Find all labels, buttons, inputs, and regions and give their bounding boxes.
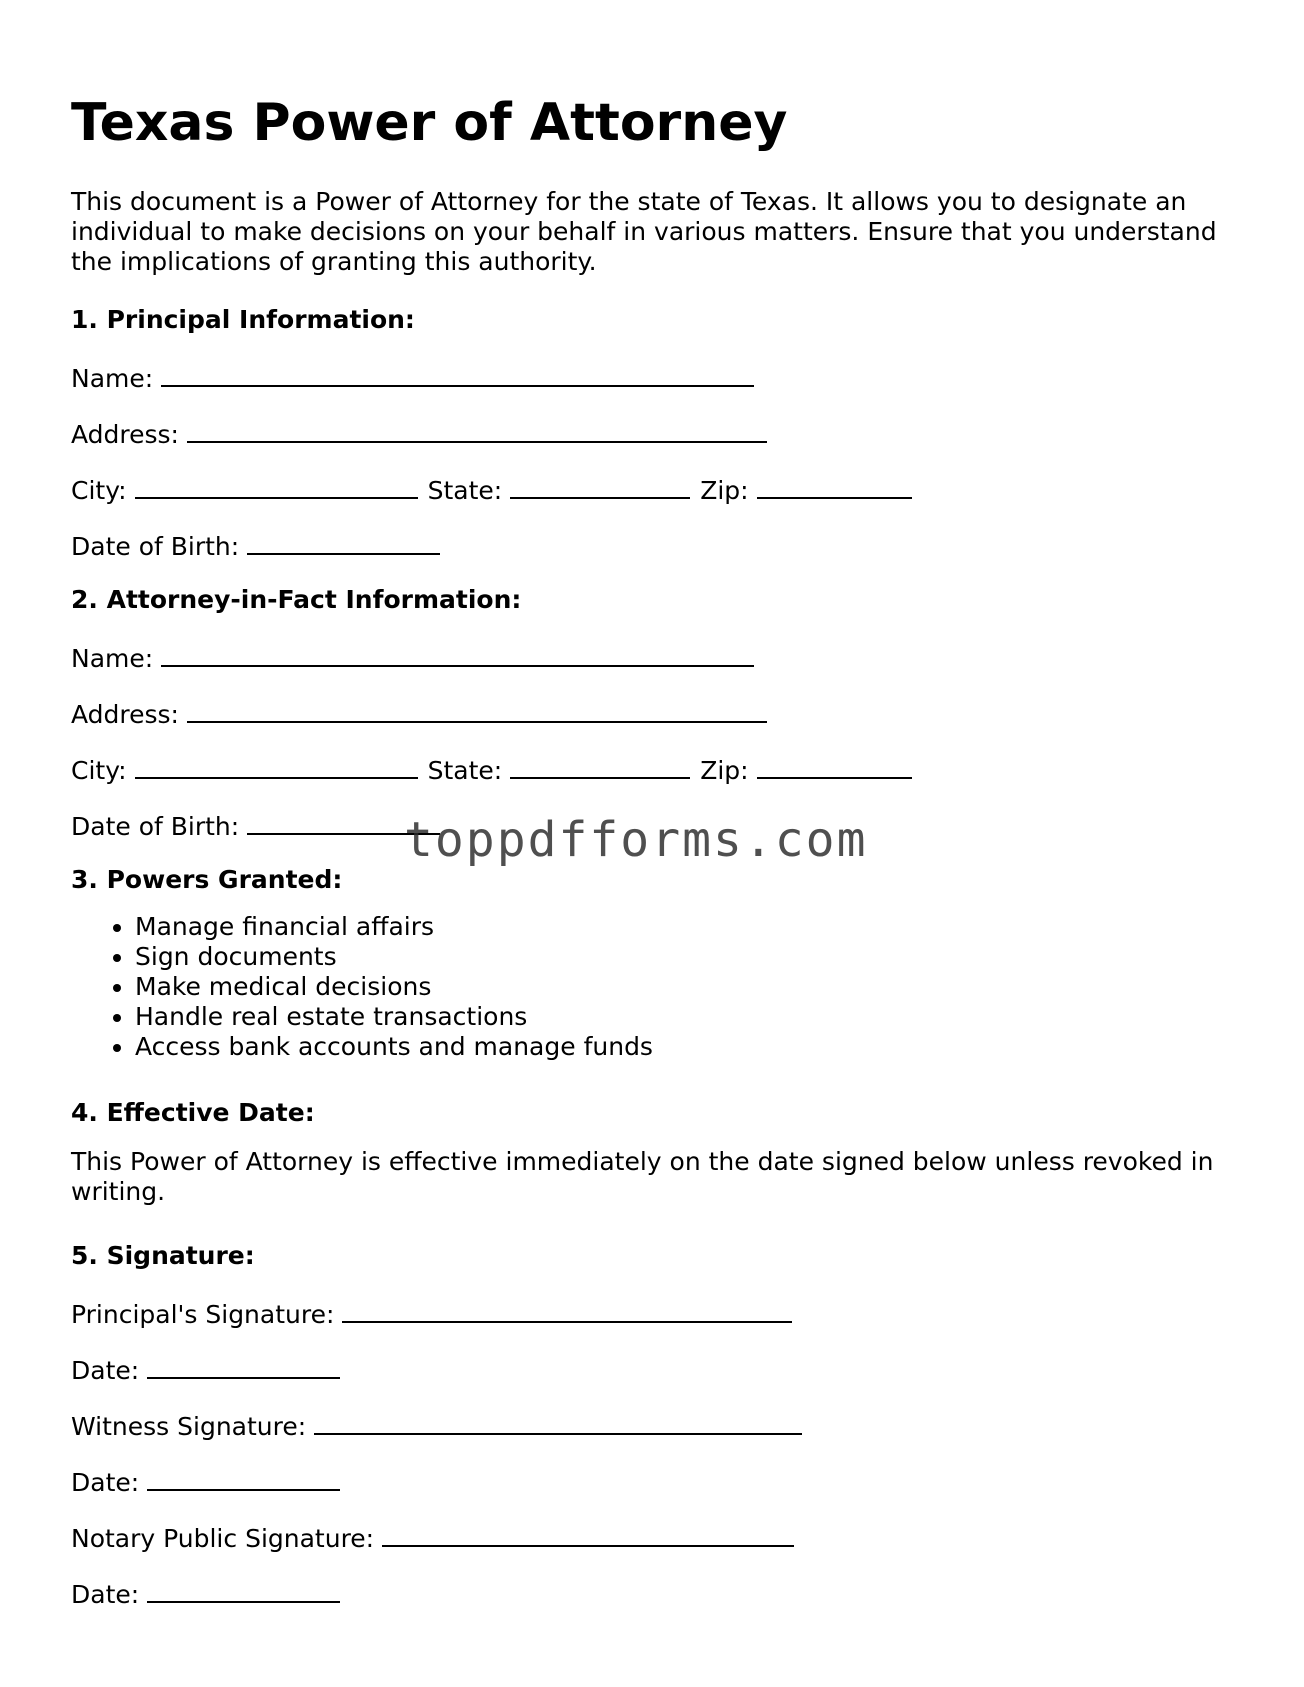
attorney-address-field[interactable] [187,697,767,723]
notary-date-label: Date: [71,1580,140,1609]
list-item: • Manage financial affairs [135,912,653,942]
attorney-state-label: State: [427,756,503,785]
list-item: • Make medical decisions [135,972,653,1002]
principal-zip-field[interactable] [757,473,912,499]
principal-city-field[interactable] [135,473,418,499]
principal-state-label: State: [427,476,503,505]
principal-dob-row [71,529,440,562]
witness-signature-row [71,1409,802,1442]
witness-date-label: Date: [71,1468,140,1497]
principal-dob-field[interactable] [247,529,440,555]
list-item: • Access bank accounts and manage funds [135,1032,653,1062]
attorney-state-field[interactable] [510,753,690,779]
principal-zip-label: Zip: [700,476,749,505]
principal-city-label: City: [71,476,127,505]
principal-address-row [71,417,767,450]
witness-date-row [71,1465,340,1498]
notary-signature-field[interactable] [382,1521,794,1547]
principal-date-label: Date: [71,1356,140,1385]
principal-state-field[interactable] [510,473,690,499]
powers-list [71,912,653,1062]
principal-name-label: Name: [71,364,154,393]
effective-heading: 4. Effective Date: [71,1098,315,1127]
list-item: • Sign documents [135,942,653,972]
witness-date-field[interactable] [147,1465,340,1491]
attorney-name-field[interactable] [161,641,754,667]
powers-heading: 3. Powers Granted: [71,865,343,894]
attorney-name-label: Name: [71,644,154,673]
effective-text: This Power of Attorney is effective immediately on the date signed below unless revoked in writing. [71,1147,1214,1206]
attorney-address-label: Address: [71,700,179,729]
signature-heading: 5. Signature: [71,1241,255,1270]
principal-date-row [71,1353,340,1386]
attorney-name-row [71,641,754,674]
intro-paragraph: This document is a Power of Attorney for the state of Texas. It allows you to designate an individual to make decisions on your behalf in various matters. Ensure that you understand the implications of granting this authority. [71,187,1217,276]
principal-name-field[interactable] [161,361,754,387]
principal-date-field[interactable] [147,1353,340,1379]
list-item: • Handle real estate transactions [135,1002,653,1032]
principal-heading: 1. Principal Information: [71,305,415,334]
notary-date-row [71,1577,340,1610]
document-title: Texas Power of Attorney [71,93,788,153]
notary-signature-row [71,1521,794,1554]
notary-date-field[interactable] [147,1577,340,1603]
attorney-zip-label: Zip: [700,756,749,785]
principal-address-field[interactable] [187,417,767,443]
attorney-city-label: City: [71,756,127,785]
attorney-heading: 2. Attorney-in-Fact Information: [71,585,522,614]
principal-signature-row [71,1297,792,1330]
attorney-city-field[interactable] [135,753,418,779]
witness-signature-label: Witness Signature: [71,1412,307,1441]
principal-city-row [71,473,912,506]
principal-dob-label: Date of Birth: [71,532,240,561]
attorney-zip-field[interactable] [757,753,912,779]
principal-address-label: Address: [71,420,179,449]
attorney-city-row [71,753,912,786]
attorney-address-row [71,697,767,730]
notary-signature-label: Notary Public Signature: [71,1524,375,1553]
witness-signature-field[interactable] [314,1409,802,1435]
principal-name-row [71,361,754,394]
principal-signature-field[interactable] [342,1297,792,1323]
attorney-dob-row [71,809,440,842]
watermark: toppdfforms.com [404,812,868,868]
attorney-dob-label: Date of Birth: [71,812,240,841]
principal-signature-label: Principal's Signature: [71,1300,335,1329]
